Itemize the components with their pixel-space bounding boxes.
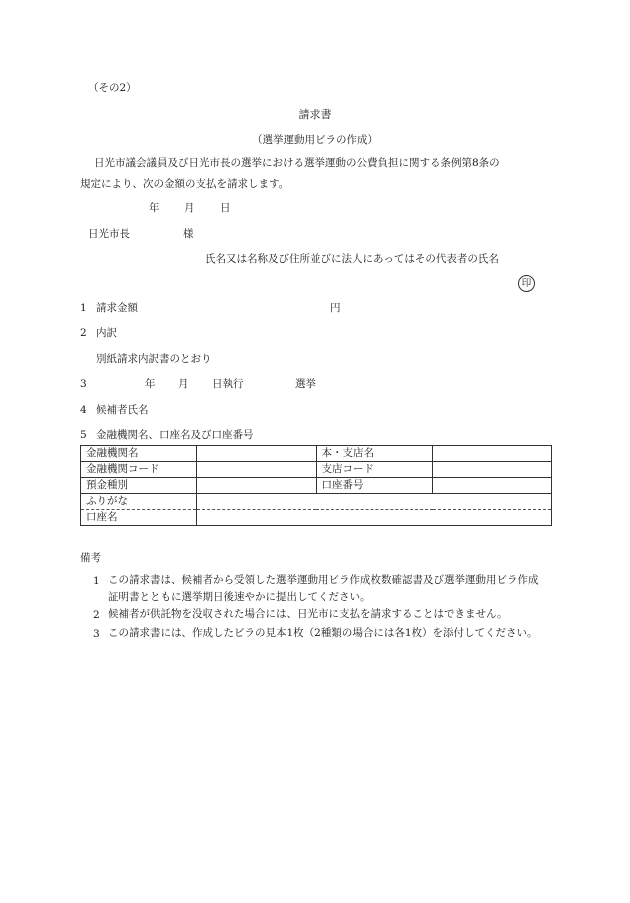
- item5-number: 5: [80, 429, 87, 441]
- date-year: 年: [149, 202, 160, 214]
- bank-code-value[interactable]: [196, 462, 316, 478]
- bank-name-label: 金融機関名: [81, 446, 197, 462]
- item2-detail: 別紙請求内訳書のとおり: [96, 353, 212, 365]
- item3-month: 月: [178, 378, 189, 390]
- item3-year: 年: [145, 378, 156, 390]
- item1-unit: 円: [330, 302, 341, 314]
- intro-line-1: 日光市議会議員及び日光市長の選挙における選挙運動の公費負担に関する条例第8条の: [94, 157, 500, 169]
- item3-election: 選挙: [295, 378, 316, 390]
- item1-label: 請求金額: [96, 302, 138, 314]
- deposit-type-label: 預金種別: [81, 478, 197, 494]
- account-number-value[interactable]: [433, 478, 552, 494]
- branch-code-value[interactable]: [433, 462, 552, 478]
- remark-3-number: 3: [93, 628, 100, 640]
- furigana-label: ふりがな: [81, 494, 197, 510]
- seal-mark: 印: [518, 275, 535, 292]
- branch-code-label: 支店コード: [316, 462, 433, 478]
- date-day: 日: [220, 202, 231, 214]
- remark-1-number: 1: [93, 575, 100, 587]
- remarks-title: 備考: [80, 552, 101, 564]
- form-number: （その2）: [88, 82, 137, 94]
- furigana-value[interactable]: [196, 494, 551, 510]
- remark-2-text: 候補者が供託物を没収された場合には、日光市に支払を請求することはできません。: [108, 608, 508, 620]
- branch-name-label: 本・支店名: [316, 446, 433, 462]
- item2-label: 内訳: [96, 327, 117, 339]
- account-number-label: 口座番号: [316, 478, 433, 494]
- table-row: [81, 494, 552, 510]
- item3-day-exec: 日執行: [212, 378, 244, 390]
- bank-account-table: [80, 445, 552, 526]
- table-row: [81, 446, 552, 462]
- document-subtitle: （選挙運動用ビラの作成）: [252, 134, 378, 146]
- branch-name-value[interactable]: [433, 446, 552, 462]
- intro-line-2: 規定により、次の金額の支払を請求します。: [80, 178, 290, 190]
- remark-1-text: この請求書は、候補者から受領した選挙運動用ビラ作成枚数確認書及び選挙運動用ビラ作成証明書とともに選挙期日後速やかに提出してください。: [108, 574, 539, 603]
- remark-3-text: この請求書には、作成したビラの見本1枚（2種類の場合には各1枚）を添付してください。: [108, 627, 538, 639]
- remark-2-number: 2: [93, 609, 100, 621]
- item4-number: 4: [80, 404, 87, 416]
- document-title: 請求書: [298, 108, 332, 121]
- table-row: [81, 510, 552, 526]
- date-month: 月: [184, 202, 195, 214]
- bank-name-value[interactable]: [196, 446, 316, 462]
- table-row: [81, 462, 552, 478]
- item3-number: 3: [80, 378, 87, 390]
- account-name-label: 口座名: [81, 510, 197, 526]
- item1-number: 1: [80, 302, 87, 314]
- claimant-label: 氏名又は名称及び住所並びに法人にあってはその代表者の氏名: [205, 253, 499, 265]
- addressee-name: 日光市長: [88, 228, 130, 240]
- addressee-honorific: 様: [183, 228, 194, 240]
- item2-number: 2: [80, 327, 87, 339]
- item4-label: 候補者氏名: [96, 404, 149, 416]
- deposit-type-value[interactable]: [196, 478, 316, 494]
- item5-label: 金融機関名、口座名及び口座番号: [96, 429, 254, 441]
- account-name-value[interactable]: [196, 510, 551, 526]
- table-row: [81, 478, 552, 494]
- bank-code-label: 金融機関コード: [81, 462, 197, 478]
